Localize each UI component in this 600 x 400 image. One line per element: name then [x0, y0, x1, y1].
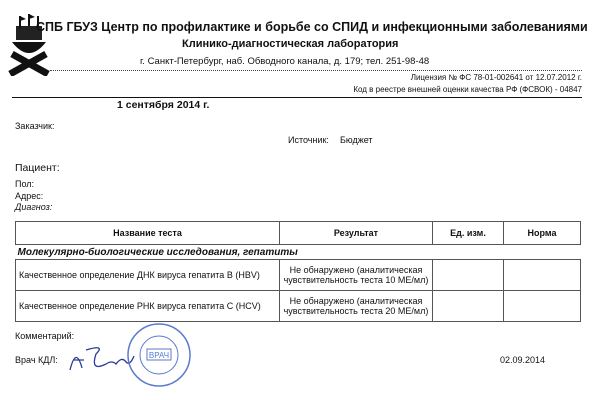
svg-text:ВРАЧ: ВРАЧ	[148, 351, 170, 360]
report-date: 1 сентября 2014 г.	[117, 99, 210, 111]
table-row	[16, 291, 581, 322]
source-value: Бюджет	[340, 135, 373, 145]
customer-label: Заказчик:	[15, 121, 55, 131]
doctor-stamp	[126, 322, 192, 388]
org-name: СПБ ГБУЗ Центр по профилактике и борьбе со СПИД и инфекционными заболеваниями	[36, 20, 588, 34]
results-table	[15, 221, 581, 322]
registry-code: Код в реестре внешней оценки качества РФ (ФСВОК) - 04847	[353, 85, 582, 94]
test-unit	[433, 260, 504, 291]
table-header	[16, 222, 581, 245]
section-title: Молекулярно-биологические исследования, гепатиты	[16, 245, 581, 260]
col-norm: Норма	[504, 222, 581, 245]
test-name: Качественное определение ДНК вируса гепатита В (HBV)	[16, 260, 280, 291]
test-result: Не обнаружено (аналитическая чувствительность теста 20 МЕ/мл)	[280, 291, 433, 322]
patient-label: Пациент:	[15, 162, 60, 174]
sign-date: 02.09.2014	[500, 355, 546, 365]
header-divider	[12, 97, 582, 98]
source-label: Источник:	[288, 135, 329, 145]
test-norm	[504, 260, 581, 291]
diagnosis-label: Диагноз:	[15, 202, 53, 212]
comment-label: Комментарий:	[15, 331, 75, 341]
doctor-label: Врач КДЛ:	[15, 355, 58, 365]
address: г. Санкт-Петербург, наб. Обводного канала, д. 179; тел. 251-98-48	[140, 56, 430, 67]
dotted-divider	[50, 70, 582, 71]
sex-label: Пол:	[15, 179, 35, 189]
license: Лицензия № ФС 78-01-002641 от 12.07.2012 г.	[410, 73, 582, 82]
test-norm	[504, 291, 581, 322]
col-result: Результат	[280, 222, 433, 245]
lab-name: Клинико-диагностическая лаборатория	[182, 38, 399, 50]
test-unit	[433, 291, 504, 322]
table-row	[16, 260, 581, 291]
test-result: Не обнаружено (аналитическая чувствительность теста 10 МЕ/мл)	[280, 260, 433, 291]
address-label: Адрес:	[15, 191, 44, 201]
col-unit: Ед. изм.	[433, 222, 504, 245]
test-name: Качественное определение РНК вируса гепатита С (HCV)	[16, 291, 280, 322]
col-test-name: Название теста	[16, 222, 280, 245]
